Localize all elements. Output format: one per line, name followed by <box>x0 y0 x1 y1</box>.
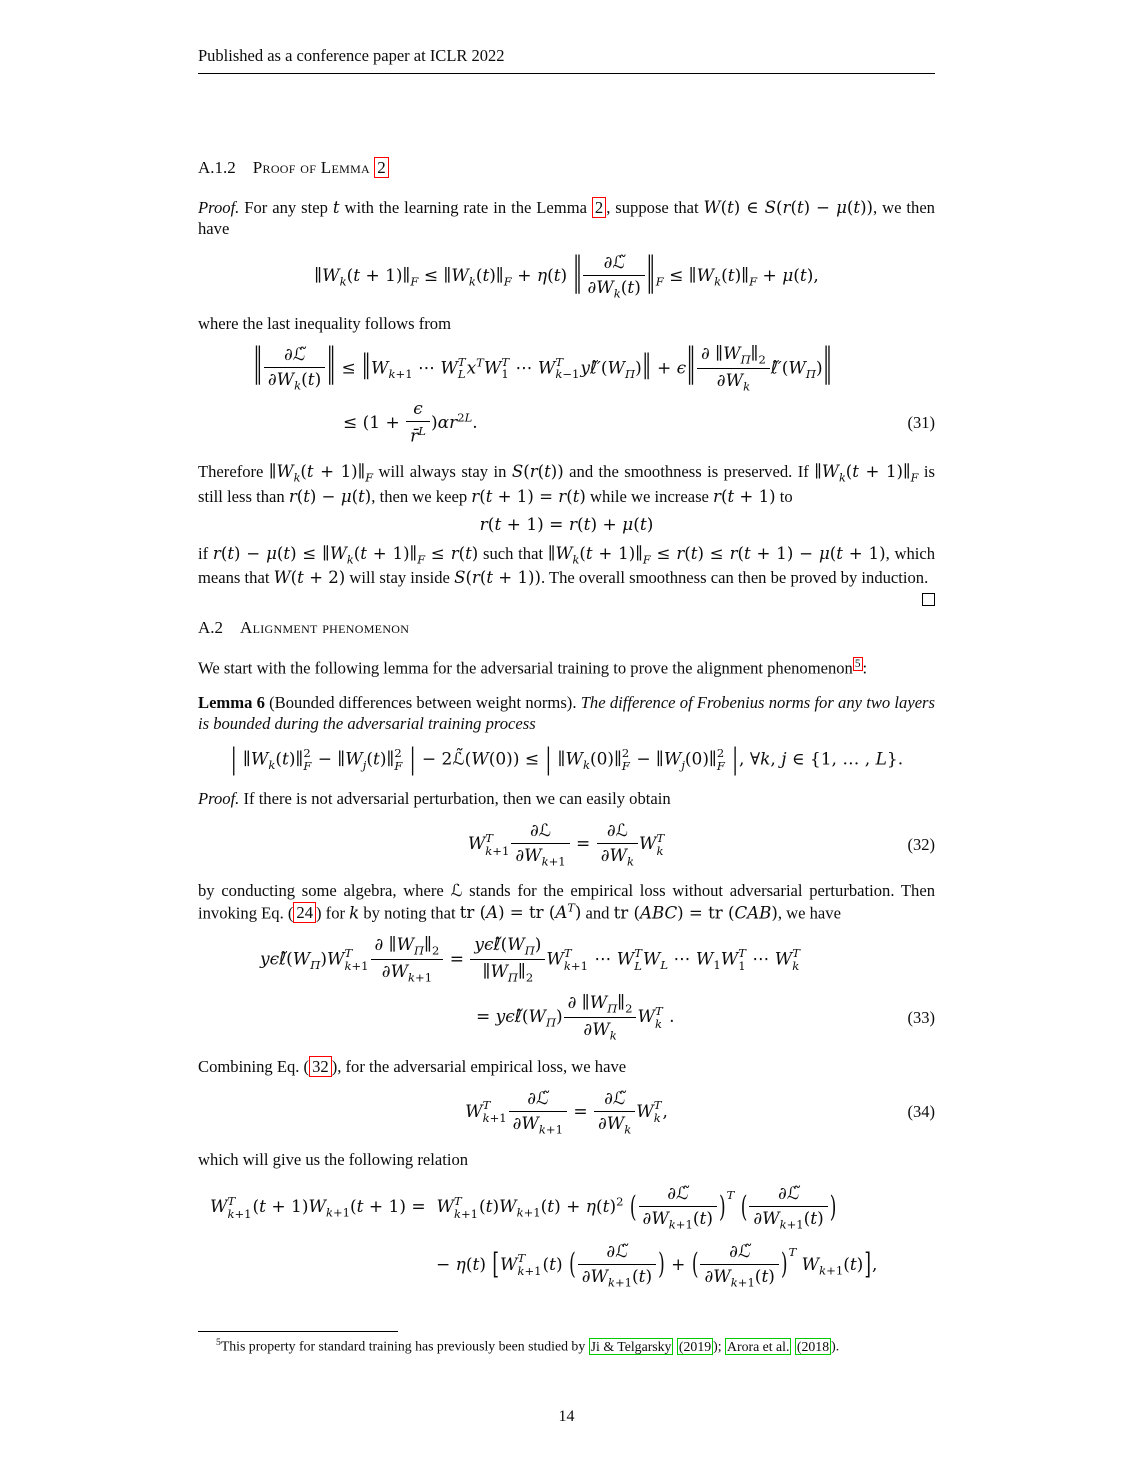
text-run: is still less than <box>198 462 936 506</box>
text-run: Therefore <box>198 462 269 482</box>
ref-link[interactable]: 32 <box>309 1056 332 1077</box>
footnote-rule <box>198 1331 398 1332</box>
ref-link[interactable]: 24 <box>293 902 316 923</box>
inline-math: tr (ABC) = tr (CAB) <box>613 903 778 923</box>
text-run: For any step <box>239 198 333 217</box>
text-run: We start with the following lemma for the adversarial training to prove the alignment phenomenon <box>198 658 853 678</box>
text-run: and <box>581 903 614 923</box>
footnote-text <box>198 1337 935 1355</box>
paragraph-lemma6 <box>198 692 935 734</box>
equation-line: r(t + 1) = r(t) + μ(t) <box>479 514 654 535</box>
text-run: This property for standard training has previously been studied by <box>220 1338 589 1354</box>
equation-number: (32) <box>907 834 935 854</box>
header-text: Published as a conference paper at ICLR 2022 <box>198 46 935 74</box>
equation-number: (33) <box>907 1007 935 1027</box>
text-run: , we then have <box>198 198 935 239</box>
text-run: (Bounded differences between weight norms). <box>269 692 581 712</box>
inline-math: t <box>332 198 340 217</box>
inline-math: tr (A) = tr $(A^T)$ <box>459 901 582 923</box>
equation-line: − η(t) [W T k+1 (t) ( $\frac{\text{∂ℒ̃}}{\partial W_{k+1}(t)}$ ) + ( $\frac{\text{∂ℒ̃}}{\partial W_{k+1}(t)}$ )$^T$ $W_{k+1}(t)$], <box>436 1241 878 1289</box>
inline-math: ℒ <box>450 881 463 901</box>
ref-link[interactable]: 2 <box>592 197 606 218</box>
section-heading-a12 <box>198 158 935 178</box>
text-run: , which means that <box>198 543 936 588</box>
ref-link[interactable]: 2 <box>374 157 389 178</box>
text-run: : <box>862 658 868 678</box>
text-run: If there is not adversarial perturbation, then we can easily obtain <box>239 788 671 808</box>
section-number: A.1.2 <box>198 158 236 177</box>
text-run-italic: The difference of Frobenius norms for any two layers is bounded during the adversarial training process <box>198 692 935 734</box>
inline-math: $\parallel W_k(t$ + $1)\parallel_F$ <box>268 462 374 485</box>
display-equation <box>198 253 935 300</box>
paragraph-which-will <box>198 1149 935 1170</box>
inline-math: r(t + 1) = r(t) <box>471 486 586 506</box>
equation-line: | $\parallel W_k(t)\parallel$ 2 F − $\parallel W_j(t)\parallel$ 2 F | − 2ℒ̃(W(0)) ≤ | $\parallel W_k(0)\parallel$ 2 F − $\parallel W_j(0)\parallel$ 2 F |, ∀k, j ∈ {1, … , L}. <box>230 743 904 778</box>
equation-line-content: W T k+1 $\frac{\text{∂ℒ̃}}{\partial W_{k+1}}$ = $\frac{\text{∂ℒ̃}}{\partial W_k}$ W T k , <box>465 1088 668 1137</box>
text-run: ), for the adversarial empirical loss, we have <box>331 1056 627 1076</box>
text-run: ) for <box>316 903 350 923</box>
inline-math: $\parallel W_k(t$ + $1)\parallel_F \le r(t) \le r(t + 1) - \mu(t + 1)$ <box>547 543 886 567</box>
citation-link[interactable]: Ji & Telgarsky <box>590 1338 672 1354</box>
equation-line <box>198 993 935 1043</box>
footnote-ref-link[interactable]: 5 <box>854 658 861 671</box>
equation-line <box>198 1089 935 1136</box>
text-run: by conducting some algebra, where <box>198 881 451 901</box>
text-run-italic: Proof. <box>198 198 240 217</box>
paragraph-combining <box>198 1056 935 1077</box>
text-run: where the last inequality follows from <box>198 313 451 333</box>
section-title: Proof of Lemma <box>252 158 371 177</box>
text-run: . The overall smoothness can then be proved by induction. <box>540 568 929 588</box>
inline-math: S(r(t)) <box>511 462 564 482</box>
display-equation-lemma <box>198 743 935 778</box>
inline-math: W(t + 2) <box>273 568 346 588</box>
display-equation-33 <box>198 935 935 1043</box>
equation-line <box>198 821 935 868</box>
text-run: with the learning rate in the Lemma <box>339 198 592 217</box>
text-run: ); <box>713 1338 726 1354</box>
section-title: Alignment phenomenon <box>240 618 410 638</box>
text-run: ). <box>831 1338 840 1354</box>
inline-math: W(t) ∈ S(r(t) − μ(t)) <box>703 198 874 217</box>
paragraph-proof-intro <box>198 197 935 239</box>
paragraph-proof2-intro <box>198 788 935 809</box>
equation-line-content: = $y\epsilon\ell̃(W_\Pi)$ $\frac{\partial \parallel W_\Pi\parallel_2}{\partial W_k}$ W T k . <box>476 992 675 1043</box>
content-column <box>198 0 935 1289</box>
equation-line-content: ≤ (1 + $\frac{\epsilon}{r̄^L}$ )$\alpha r^{2L}$. <box>343 399 478 448</box>
section-heading-a2 <box>198 618 935 638</box>
text-run-bold: Lemma 6 <box>198 692 270 712</box>
inline-math: r(t) − μ(t) <box>288 486 372 506</box>
display-equation-32 <box>198 821 935 868</box>
inline-math: $r(t) - \mu(t) \le \parallel W_k(t$ + $1)\parallel_F \le r(t)$ <box>212 543 479 567</box>
text-run: , suppose that <box>606 198 704 217</box>
paragraph-by-conducting <box>198 880 935 923</box>
citation-link[interactable]: Arora et al. <box>727 1338 790 1354</box>
citation-link[interactable]: (2019 <box>678 1338 712 1354</box>
equation-number: (34) <box>907 1102 935 1122</box>
paragraph-intro-alignment <box>198 657 935 679</box>
text-run: and the smoothness is preserved. If <box>563 462 815 482</box>
inline-math: S(r(t + 1)) <box>454 568 541 588</box>
footnote-block <box>198 1331 935 1355</box>
display-equation-34 <box>198 1089 935 1136</box>
paragraph-if <box>198 543 935 589</box>
inline-math: $\parallel W_k(t$ + $1)\parallel_F$ <box>814 462 919 485</box>
citation-link[interactable]: (2018 <box>796 1338 830 1354</box>
inline-math: k <box>349 903 360 923</box>
text-run: stands for the empirical loss without adversarial perturbation. Then invoking Eq. ( <box>198 881 936 923</box>
text-run: , then we keep <box>371 486 472 506</box>
paragraph-where <box>198 313 935 334</box>
display-equation-31 <box>198 344 935 447</box>
text-run: if <box>198 543 213 563</box>
paragraph-therefore <box>198 461 935 507</box>
section-number: A.2 <box>198 618 224 638</box>
equation-line <box>198 399 935 447</box>
page-number: 14 <box>558 1408 575 1425</box>
equation-line: $y\epsilon\ell̃(W_\Pi)W$ T k+1 $\frac{\partial \parallel W_\Pi\parallel_2}{\partial W_{k+1}}$ = $\frac{y\epsilon\ell̃(W_\Pi)}{\parallel W_\Pi\parallel_2}$ W T k+1 ⋯ W T L $W_L$ ⋯ $W_1W$ T 1 ⋯ W T k <box>260 935 800 985</box>
text-run: will stay inside <box>345 568 455 588</box>
text-run: Combining Eq. ( <box>198 1056 310 1076</box>
text-run: such that <box>478 543 548 563</box>
equation-line: ∥ $\frac{\text{∂ℒ̃}}{\partial W_k(t)}$ ∥ ≤ $\parallel W_{k+1}$ ⋯ W T L $x^TW$ T 1 ⋯ W T k−1 $y\ell̃'(W_\Pi)\parallel$ + ϵ∥ $\frac{\partial \parallel W_\Pi\parallel_2}{\partial W_k}$ $\ell̃'(W_\Pi)\parallel$ <box>254 343 832 394</box>
running-header <box>198 0 935 74</box>
text-run: will always stay in <box>373 462 512 482</box>
footnote-mark: 5 <box>216 1337 221 1348</box>
equation-line-content: W T k+1 $\frac{\text{∂ℒ}}{\partial W_{k+1}}$ = $\frac{\text{∂ℒ}}{\partial W_k}$ W T k <box>467 821 665 869</box>
equation-line: $\parallel W_k(t$ + $1)\parallel_F$ ≤ $\parallel W_k(t)\parallel_F + \eta(t)$ ∥ $\frac{\text{∂ℒ̃}}{\partial W_k(t)}$ $\parallel_F$ ≤ $\parallel W_k(t)\parallel_F + \mu(t)$, <box>314 251 819 302</box>
display-equation-update <box>198 1184 935 1289</box>
text-run: , we have <box>777 903 841 923</box>
text-run: while we increase <box>585 486 714 506</box>
equation-number: (31) <box>907 413 935 433</box>
text-run: which will give us the following relation <box>198 1150 469 1170</box>
inline-math: r(t + 1) <box>713 486 776 506</box>
text-run: to <box>775 486 793 506</box>
text-run: by noting that <box>359 903 460 923</box>
qed-symbol <box>922 593 935 606</box>
equation-line: W T k+1 $(t + 1)W_{k+1}(t + 1) = W$ T k+1 $(t)W_{k+1}(t) + \eta(t)^2$ ( $\frac{\text{∂ℒ̃}}{\partial W_{k+1}(t)}$ )$^T$ ( $\frac{\text{∂ℒ̃}}{\partial W_{k+1}(t)}$ ) <box>210 1184 837 1232</box>
display-equation-r <box>198 515 935 535</box>
text-run-italic: Proof. <box>198 788 240 808</box>
